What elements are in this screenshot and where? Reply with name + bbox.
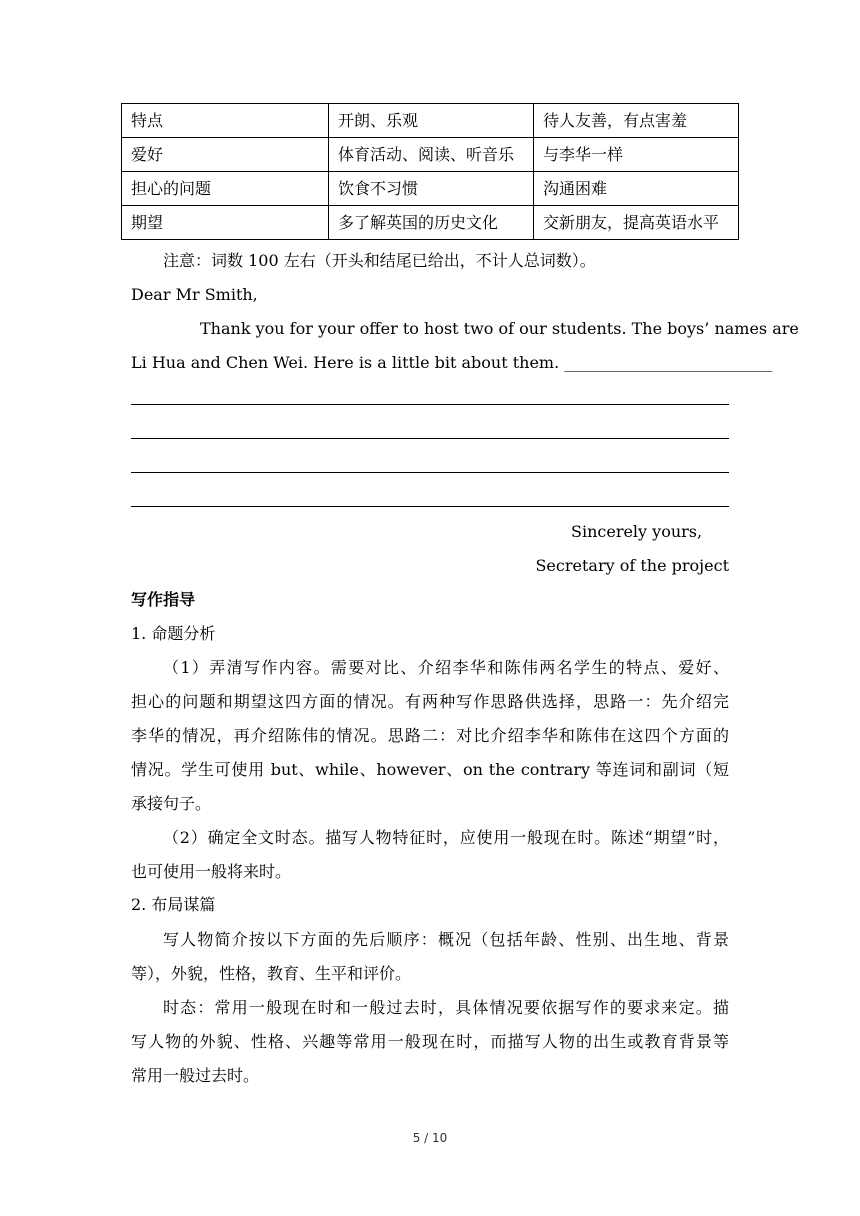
paragraph-line: 写人物简介按以下方面的先后顺序：概况（包括年龄、性别、出生地、背景 [163, 930, 729, 949]
subsection-title: 1. 命题分析 [131, 624, 216, 643]
paragraph-line: （1）弄清写作内容。需要对比、介绍李华和陈伟两名学生的特点、爱好、 [163, 658, 729, 677]
comparison-table [121, 103, 739, 240]
analysis-paragraph-2 [131, 821, 729, 889]
layout-paragraph-2 [131, 991, 729, 1093]
answer-line [131, 506, 729, 507]
layout-paragraph-1 [131, 923, 729, 991]
table-cell: 担心的问题 [122, 172, 329, 206]
table-row [122, 104, 739, 138]
paragraph-line: 承接句子。 [131, 794, 212, 813]
section-heading: 写作指导 [131, 590, 196, 609]
table-cell: 多了解英国的历史文化 [329, 206, 534, 240]
table-cell: 体育活动、阅读、听音乐 [329, 138, 534, 172]
letter-greeting: Dear Mr Smith, [131, 285, 258, 304]
table-row [122, 206, 739, 240]
paragraph-line: （2）确定全文时态。描写人物特征时，应使用一般现在时。陈述“期望”时， [163, 828, 729, 847]
letter-body-line: Li Hua and Chen Wei. Here is a little bit about them. __________________________ [131, 353, 773, 372]
paragraph-line: 写人物的外貌、性格、兴趣等常用一般现在时，而描写人物的出生或教育背景等 [131, 1032, 729, 1051]
table-cell: 期望 [122, 206, 329, 240]
table-cell: 待人友善，有点害羞 [534, 104, 739, 138]
analysis-paragraph-1 [131, 651, 729, 821]
subsection-title: 2. 布局谋篇 [131, 895, 216, 914]
word-count-note: 注意：词数 100 左右（开头和结尾已给出，不计人总词数）。 [163, 251, 596, 270]
table-row [122, 172, 739, 206]
table-cell: 特点 [122, 104, 329, 138]
paragraph-line: 情况。学生可使用 but、while、however、on the contrary 等连词和副词（短 [131, 760, 729, 779]
table-cell: 交新朋友，提高英语水平 [534, 206, 739, 240]
answer-line [131, 438, 729, 439]
paragraph-line: 也可使用一般将来时。 [131, 862, 292, 881]
table-cell: 饮食不习惯 [329, 172, 534, 206]
letter-closing: Sincerely yours, [571, 522, 703, 541]
table-cell: 沟通困难 [534, 172, 739, 206]
letter-body-line: Thank you for your offer to host two of our students. The boys’ names are [200, 319, 799, 338]
answer-line [131, 404, 729, 405]
answer-line [131, 472, 729, 473]
paragraph-line: 李华的情况，再介绍陈伟的情况。思路二：对比介绍李华和陈伟在这四个方面的 [131, 726, 729, 745]
page-number: 5 / 10 [412, 1131, 448, 1145]
table-cell: 开朗、乐观 [329, 104, 534, 138]
paragraph-line: 等），外貌，性格，教育、生平和评价。 [131, 964, 412, 983]
paragraph-line: 担心的问题和期望这四方面的情况。有两种写作思路供选择，思路一：先介绍完 [131, 692, 729, 711]
paragraph-line: 时态：常用一般现在时和一般过去时，具体情况要依据写作的要求来定。描 [163, 998, 729, 1017]
letter-signature: Secretary of the project [535, 556, 729, 575]
table-row [122, 138, 739, 172]
paragraph-line: 常用一般过去时。 [131, 1066, 260, 1085]
table-cell: 与李华一样 [534, 138, 739, 172]
table-cell: 爱好 [122, 138, 329, 172]
